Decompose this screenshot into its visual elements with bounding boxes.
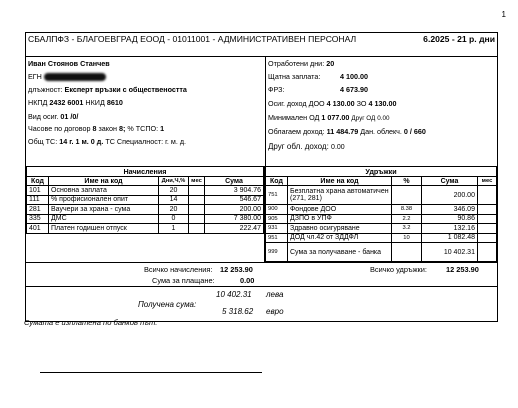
dod-value: 4 130.00: [326, 99, 355, 108]
ded-pct: 3.2: [391, 224, 421, 234]
other-income-value: 0.00: [331, 144, 345, 151]
nkid-value: 8610: [106, 98, 123, 107]
total-service-label: Общ ТС:: [28, 137, 58, 146]
ded-code: 751: [265, 186, 287, 205]
ded-code: 999: [265, 243, 287, 262]
min-od-label: Минимален ОД: [268, 113, 320, 122]
ded-code: 931: [265, 224, 287, 234]
special-service-value: г. м. д.: [165, 137, 187, 146]
taxable-value: 11 484.79: [326, 127, 359, 136]
payslip: [25, 32, 498, 322]
acc-name: Платен годишен отпуск: [49, 224, 159, 234]
position-value: Експерт връзки с обществеността: [64, 85, 187, 94]
worked-days-value: 20: [326, 59, 335, 68]
payslip-header: [26, 33, 497, 57]
accrued-total-value: 12 253.90: [220, 265, 253, 274]
ded-pct: 8.38: [391, 205, 421, 215]
salary-label: Щатна заплата:: [268, 72, 321, 81]
ded-col-amount: Сума: [421, 177, 477, 186]
ded-code: 900: [265, 205, 287, 215]
acc-code: 281: [27, 205, 49, 215]
acc-amount: 546.67: [205, 195, 264, 205]
insured-row: [28, 112, 78, 121]
ded-amount: 346.09: [421, 205, 477, 215]
deducted-total-label: Всичко удръжки:: [370, 265, 427, 274]
table-row: [265, 214, 496, 224]
acc-code: 401: [27, 224, 49, 234]
payroll-tables: [26, 167, 497, 263]
other-od-label: Друг ОД: [351, 115, 376, 122]
egn-row: [28, 72, 106, 81]
ded-month: [477, 186, 496, 205]
company-title: СБАЛПФЗ - БЛАГОЕВГРАД ЕООД - 01011001 - АДМИНИСТРАТИВЕН ПЕРСОНАЛ: [28, 34, 357, 44]
acc-month: [189, 186, 205, 196]
position-label: длъжност:: [28, 85, 63, 94]
frz-value: 4 673.90: [340, 85, 368, 94]
received-label: Получена сума:: [138, 300, 197, 309]
min-od-value: 1 077.00: [321, 113, 350, 122]
acc-code: 111: [27, 195, 49, 205]
zo-label: ЗО: [356, 99, 367, 108]
codes-row: [28, 98, 123, 107]
acc-amount: 200.00: [205, 205, 264, 215]
table-row: [265, 233, 496, 243]
ded-name: Безплатна храна автоматичен (271, 281): [287, 186, 391, 205]
min-od-row: [268, 113, 390, 122]
taxable-label: Облагаем доход:: [268, 127, 325, 136]
to-pay-value: 0.00: [240, 276, 255, 285]
ded-code: 951: [265, 233, 287, 243]
acc-name: ДМС: [49, 214, 159, 224]
received-section: [26, 287, 497, 321]
ded-col-name: Име на код: [287, 177, 391, 186]
acc-month: [189, 224, 205, 234]
other-income-label: Друг обл. доход:: [268, 142, 329, 151]
law-label: закон: [98, 124, 117, 133]
acc-col-days: Дни,Ч,%: [159, 177, 189, 186]
ded-name: Здравно осигуряване: [287, 224, 391, 234]
table-row: [27, 214, 264, 224]
acc-name: Ваучери за храна - сума: [49, 205, 159, 215]
egn-label: ЕГН: [28, 72, 42, 81]
to-pay-label: Сума за плащане:: [152, 276, 215, 285]
hours-value: 8: [92, 124, 97, 133]
table-row: [27, 205, 264, 215]
salary-value: 4 100.00: [340, 72, 368, 81]
ded-code: 905: [265, 214, 287, 224]
acc-col-month: мес: [189, 177, 205, 186]
ded-col-pct: %: [391, 177, 421, 186]
ded-month: [477, 243, 496, 262]
ded-month: [477, 205, 496, 215]
acc-days: 0: [159, 214, 189, 224]
insured-label: Вид осиг.: [28, 112, 59, 121]
taxable-row: [268, 127, 426, 136]
nkpd-value: 2432 6001: [49, 98, 84, 107]
acc-days: 20: [159, 186, 189, 196]
accruals-title: Начисления: [27, 167, 264, 177]
insured-value: 01 /0/: [60, 112, 79, 121]
special-service-label: ТС Специалност:: [105, 137, 164, 146]
ded-amount: 200.00: [421, 186, 477, 205]
other-od-value: 0.00: [377, 115, 390, 122]
tax-relief-value: 0 / 660: [403, 127, 426, 136]
law-value: 8;: [118, 124, 126, 133]
page-number: 1: [501, 10, 506, 19]
ded-name: Фондове ДОО: [287, 205, 391, 215]
acc-col-name: Име на код: [49, 177, 159, 186]
hours-row: [28, 124, 164, 133]
ded-month: [477, 233, 496, 243]
table-row: [27, 186, 264, 196]
deducted-total-value: 12 253.90: [446, 265, 479, 274]
period-label: 6.2025 - 21 р. дни: [423, 34, 495, 44]
acc-name: Основна заплата: [49, 186, 159, 196]
ded-pct: [391, 243, 421, 262]
table-row: [27, 224, 264, 234]
acc-month: [189, 195, 205, 205]
service-row: [28, 137, 186, 146]
tspo-label: % ТСПО:: [127, 124, 159, 133]
position-row: [28, 85, 187, 94]
totals-section: [26, 263, 497, 287]
ded-name: Сума за получаване - банка: [287, 243, 391, 262]
other-income-row: [268, 142, 345, 151]
redacted-egn: [44, 73, 106, 81]
acc-name: % профисионален опит: [49, 195, 159, 205]
ded-pct: 10: [391, 233, 421, 243]
received-amount-eur: 5 318.62: [222, 307, 254, 316]
acc-month: [189, 205, 205, 215]
table-row: [27, 195, 264, 205]
ded-name: ДОД чл.42 от ЗДДФЛ: [287, 233, 391, 243]
nkid-label: НКИД: [85, 98, 105, 107]
ded-amount: 10 402.31: [421, 243, 477, 262]
received-amount-bgn: 10 402.31: [216, 290, 252, 299]
acc-days: 14: [159, 195, 189, 205]
zo-value: 4 130.00: [368, 99, 397, 108]
table-row: [265, 205, 496, 215]
ded-col-month: мес: [477, 177, 496, 186]
acc-days: 20: [159, 205, 189, 215]
ded-col-code: Код: [265, 177, 287, 186]
ded-amount: 1 082.48: [421, 233, 477, 243]
acc-days: 1: [159, 224, 189, 234]
acc-code: 335: [27, 214, 49, 224]
table-row: [265, 224, 496, 234]
salary-summary: [266, 57, 499, 167]
accruals-table: [26, 167, 264, 234]
nkpd-label: НКПД: [28, 98, 48, 107]
frz-label: ФРЗ:: [268, 85, 285, 94]
employee-info: [26, 57, 497, 167]
acc-col-code: Код: [27, 177, 49, 186]
ded-pct: [391, 186, 421, 205]
ded-month: [477, 224, 496, 234]
accrued-total-label: Всичко начисления:: [144, 265, 213, 274]
worked-days-row: [268, 59, 334, 68]
ded-name: ДЗПО в УПФ: [287, 214, 391, 224]
ded-amount: 90.86: [421, 214, 477, 224]
acc-amount: 3 904.76: [205, 186, 264, 196]
worked-days-label: Отработени дни:: [268, 59, 325, 68]
acc-month: [189, 214, 205, 224]
acc-col-amount: Сума: [205, 177, 264, 186]
ded-amount: 132.16: [421, 224, 477, 234]
tspo-value: 1: [160, 124, 165, 133]
tax-relief-label: Дан. облекч.: [360, 127, 402, 136]
payment-note: Сумата е изплатена по банков път.: [24, 318, 158, 327]
hours-label: Часове по договор: [28, 124, 91, 133]
table-row: [265, 186, 496, 205]
dod-label: Осиг. доход ДОО: [268, 99, 325, 108]
acc-code: 101: [27, 186, 49, 196]
employee-details: [26, 57, 266, 167]
received-currency-bgn: лева: [266, 290, 284, 299]
received-currency-eur: евро: [266, 307, 284, 316]
ded-pct: 2.2: [391, 214, 421, 224]
dod-row: [268, 99, 396, 108]
total-service-value: 14 г. 1 м. 0 д.: [59, 137, 104, 146]
signature-line: [40, 372, 262, 373]
table-row: [265, 243, 496, 262]
employee-name: Иван Стоянов Станчев: [28, 59, 110, 68]
acc-amount: 7 380.00: [205, 214, 264, 224]
deductions-section: [265, 167, 497, 262]
deductions-title: Удръжки: [265, 167, 496, 177]
accruals-section: [26, 167, 265, 262]
ded-month: [477, 214, 496, 224]
acc-amount: 222.47: [205, 224, 264, 234]
deductions-table: [265, 167, 497, 262]
